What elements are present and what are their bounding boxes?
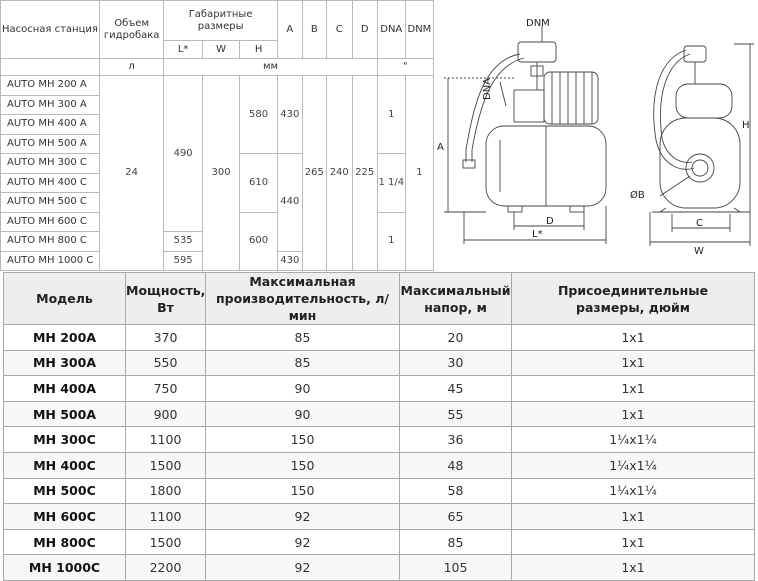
cell-power: 1100 <box>126 504 206 530</box>
cell-connection: 1x1 <box>512 350 755 376</box>
dnm-value: 1 <box>405 76 433 271</box>
cell-model: MH 1000C <box>4 555 126 581</box>
label-w: W <box>694 246 704 257</box>
cell-head: 85 <box>400 529 512 555</box>
cell-model: MH 800C <box>4 529 126 555</box>
label-a: A <box>437 142 444 153</box>
label-b: ØB <box>630 190 645 201</box>
header-d: D <box>352 1 377 59</box>
model-name: AUTO MH 800 C <box>1 232 100 252</box>
cell-model: MH 400C <box>4 452 126 478</box>
side-tank <box>660 118 740 208</box>
header-b: B <box>302 1 326 59</box>
h-value: 600 <box>240 212 278 271</box>
unit-mm: мм <box>164 59 377 76</box>
cell-flow: 85 <box>206 350 400 376</box>
cell-head: 65 <box>400 504 512 530</box>
cell-connection: 1x1 <box>512 376 755 402</box>
cell-flow: 90 <box>206 401 400 427</box>
cell-power: 1800 <box>126 478 206 504</box>
cell-model: MH 200A <box>4 325 126 351</box>
label-c: C <box>696 218 703 229</box>
header-a: A <box>277 1 302 59</box>
l-value: 490 <box>164 76 203 232</box>
dna-value: 1 <box>377 76 405 154</box>
header-dnm: DNM <box>405 1 433 59</box>
model-name: AUTO MH 300 A <box>1 95 100 115</box>
cell-model: MH 300A <box>4 350 126 376</box>
cell-connection: 1x1 <box>512 555 755 581</box>
table-row <box>4 504 755 530</box>
front-hose <box>466 54 520 162</box>
cell-model: MH 600C <box>4 504 126 530</box>
cell-head: 36 <box>400 427 512 453</box>
header-connection: Присоединительные размеры, дюйм <box>512 273 755 325</box>
cell-power: 370 <box>126 325 206 351</box>
cell-head: 55 <box>400 401 512 427</box>
table-row <box>4 452 755 478</box>
l-value: 595 <box>164 251 203 271</box>
cell-power: 1100 <box>126 427 206 453</box>
cell-model: MH 300C <box>4 427 126 453</box>
unit-liters: л <box>99 59 164 76</box>
cell-connection: 1x1 <box>512 401 755 427</box>
header-head: Максимальный напор, м <box>400 273 512 325</box>
cell-power: 2200 <box>126 555 206 581</box>
d-value: 225 <box>352 76 377 271</box>
cell-connection: 1¼x1¼ <box>512 427 755 453</box>
c-value: 240 <box>326 76 352 271</box>
cell-flow: 85 <box>206 325 400 351</box>
unit-inch: " <box>377 59 433 76</box>
model-name: AUTO MH 500 A <box>1 134 100 154</box>
cell-model: MH 500A <box>4 401 126 427</box>
h-value: 610 <box>240 154 278 213</box>
cell-connection: 1¼x1¼ <box>512 452 755 478</box>
w-value: 300 <box>202 76 239 271</box>
cell-flow: 150 <box>206 452 400 478</box>
front-pump-body <box>514 90 544 122</box>
table-row <box>4 555 755 581</box>
performance-table <box>3 272 755 581</box>
unit-blank <box>1 59 100 76</box>
model-name: AUTO MH 300 C <box>1 154 100 174</box>
table-row <box>4 529 755 555</box>
header-tank-volume: Объем гидробака <box>99 1 164 59</box>
table-row <box>4 427 755 453</box>
cell-power: 900 <box>126 401 206 427</box>
model-name: AUTO MH 400 C <box>1 173 100 193</box>
label-dnm: DNM <box>526 18 550 29</box>
model-name: AUTO MH 400 A <box>1 115 100 135</box>
header-w: W <box>202 41 239 59</box>
dna-value: 1 1/4 <box>377 154 405 213</box>
label-h: H <box>742 120 750 131</box>
header-dna: DNA <box>377 1 405 59</box>
tank-volume-value: 24 <box>99 76 164 271</box>
side-outlet <box>686 154 714 182</box>
model-name: AUTO MH 600 C <box>1 212 100 232</box>
cell-connection: 1x1 <box>512 529 755 555</box>
cell-head: 58 <box>400 478 512 504</box>
table-row <box>4 376 755 402</box>
table-row <box>4 325 755 351</box>
header-model: Модель <box>4 273 126 325</box>
dna-value: 1 <box>377 212 405 271</box>
label-dna: DNA <box>482 77 493 100</box>
header-overall-dims: Габаритные размеры <box>164 1 277 41</box>
cell-flow: 92 <box>206 529 400 555</box>
cell-flow: 150 <box>206 427 400 453</box>
cell-head: 20 <box>400 325 512 351</box>
model-name: AUTO MH 200 A <box>1 76 100 96</box>
dimensions-table <box>0 0 434 271</box>
label-d: D <box>546 216 554 227</box>
header-h: H <box>240 41 278 59</box>
cell-power: 1500 <box>126 452 206 478</box>
model-name: AUTO MH 1000 C <box>1 251 100 271</box>
table-row <box>4 350 755 376</box>
front-switch <box>518 42 556 62</box>
l-value: 535 <box>164 232 203 252</box>
header-flow: Максимальная производительность, л/мин <box>206 273 400 325</box>
cell-head: 30 <box>400 350 512 376</box>
header-c: C <box>326 1 352 59</box>
cell-head: 105 <box>400 555 512 581</box>
cell-power: 750 <box>126 376 206 402</box>
a-value: 430 <box>277 251 302 271</box>
header-station: Насосная станция <box>1 1 100 59</box>
cell-connection: 1x1 <box>512 325 755 351</box>
side-pump <box>676 84 732 118</box>
header-l: L* <box>164 41 203 59</box>
cell-head: 48 <box>400 452 512 478</box>
label-l: L* <box>532 229 543 240</box>
cell-model: MH 400A <box>4 376 126 402</box>
pump-station-drawing <box>434 0 758 270</box>
table-row <box>4 401 755 427</box>
cell-flow: 92 <box>206 555 400 581</box>
cell-flow: 90 <box>206 376 400 402</box>
b-value: 265 <box>302 76 326 271</box>
cell-power: 1500 <box>126 529 206 555</box>
cell-connection: 1¼x1¼ <box>512 478 755 504</box>
cell-flow: 92 <box>206 504 400 530</box>
table-row <box>4 478 755 504</box>
header-power: Мощность, Вт <box>126 273 206 325</box>
cell-flow: 150 <box>206 478 400 504</box>
model-name: AUTO MH 500 C <box>1 193 100 213</box>
cell-model: MH 500C <box>4 478 126 504</box>
a-value: 430 <box>277 76 302 154</box>
cell-head: 45 <box>400 376 512 402</box>
a-value: 440 <box>277 154 302 252</box>
h-value: 580 <box>240 76 278 154</box>
cell-connection: 1x1 <box>512 504 755 530</box>
cell-power: 550 <box>126 350 206 376</box>
side-hose <box>654 50 694 169</box>
